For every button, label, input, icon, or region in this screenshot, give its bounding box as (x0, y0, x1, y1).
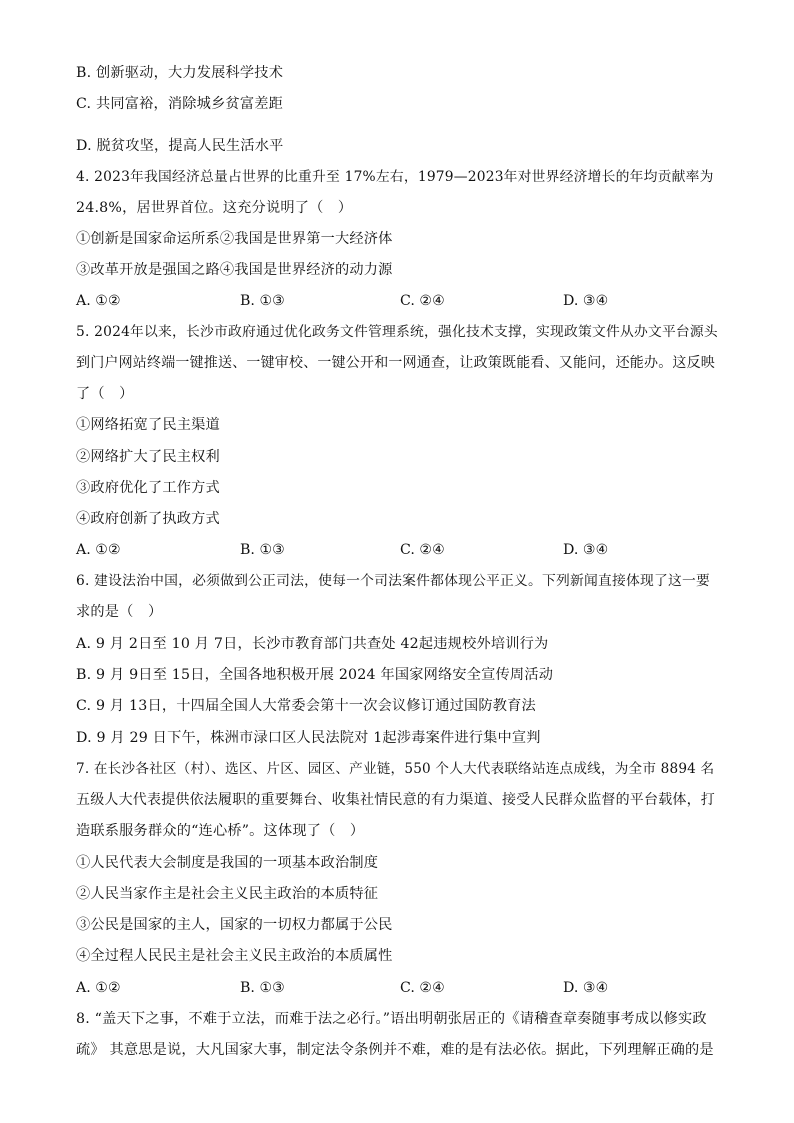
q4-option-c: C. ②④ (400, 293, 445, 309)
q6-stem-line-1: 6. 建设法治中国，必须做到公正司法，使每一个司法案件都体现公平正义。下列新闻直接体现了这一要 (76, 573, 711, 589)
q7-option-d: D. ③④ (563, 980, 609, 996)
q5-statement-1: ①网络拓宽了民主渠道 (76, 417, 220, 433)
q6-option-d: D. 9 月 29 日下午，株洲市渌口区人民法院对 1起涉毒案件进行集中宣判 (76, 730, 541, 746)
q5-options (76, 540, 718, 560)
q7-option-b: B. ①③ (240, 980, 285, 996)
q4-option-d: D. ③④ (563, 293, 609, 309)
q5-statement-4: ④政府创新了执政方式 (76, 511, 220, 527)
q5-option-d: D. ③④ (563, 542, 609, 558)
q4-statement-1-2: ①创新是国家命运所系②我国是世界第一大经济体 (76, 231, 393, 247)
q5-option-c: C. ②④ (400, 542, 445, 558)
q5-statement-3: ③政府优化了工作方式 (76, 480, 220, 496)
q5-stem-line-2: 到门户网站终端一键推送、一键审校、一键公开和一网通查，让政策既能看、又能问，还能办。这反映 (76, 355, 715, 371)
q7-statement-1: ①人民代表大会制度是我国的一项基本政治制度 (76, 855, 379, 871)
q8-stem-line-1: 8. “盖天下之事，不难于立法，而难于法之必行。”语出明朝张居正的《请稽查章奏随事考成以修实政 (76, 1011, 707, 1027)
q7-stem-line-1: 7. 在长沙各社区（村）、选区、片区、园区、产业链，550 个人大代表联络站连点成线，为全市 8894 名 (76, 761, 715, 777)
prev-option-c: C. 共同富裕，消除城乡贫富差距 (76, 96, 284, 112)
q4-option-b: B. ①③ (240, 293, 285, 309)
q7-option-c: C. ②④ (400, 980, 445, 996)
q4-stem-line-1: 4. 2023年我国经济总量占世界的比重升至 17%左右，1979—2023年对世界经济增长的年均贡献率为 (76, 169, 714, 185)
q6-option-a: A. 9 月 2日至 10 月 7日，长沙市教育部门共查处 42起违规校外培训行为 (76, 636, 549, 652)
q4-options (76, 291, 718, 311)
q6-option-b: B. 9 月 9日至 15日，全国各地积极开展 2024 年国家网络安全宣传周活动 (76, 667, 554, 683)
q4-option-a: A. ①② (76, 293, 121, 309)
q7-options (76, 978, 718, 998)
q8-stem-line-2: 疏》 其意思是说，大凡国家大事，制定法令条例并不难，难的是有法必依。据此，下列理解正确的是 (76, 1042, 714, 1058)
q6-stem-line-2: 求的是（ ） (76, 604, 163, 620)
q6-option-c: C. 9 月 13日，十四届全国人大常委会第十一次会议修订通过国防教育法 (76, 698, 536, 714)
q5-statement-2: ②网络扩大了民主权利 (76, 449, 220, 465)
prev-option-d: D. 脱贫攻坚，提高人民生活水平 (76, 138, 284, 154)
q7-stem-line-3: 造联系服务群众的“连心桥”。这体现了（ ） (76, 823, 365, 839)
q4-stem-line-2: 24.8%，居世界首位。这充分说明了（ ） (76, 200, 353, 216)
q5-stem-line-3: 了（ ） (76, 386, 134, 402)
q7-statement-3: ③公民是国家的主人，国家的一切权力都属于公民 (76, 917, 393, 933)
q4-statement-3-4: ③改革开放是强国之路④我国是世界经济的动力源 (76, 262, 393, 278)
q7-option-a: A. ①② (76, 980, 121, 996)
q7-statement-4: ④全过程人民民主是社会主义民主政治的本质属性 (76, 948, 393, 964)
q5-option-a: A. ①② (76, 542, 121, 558)
q7-statement-2: ②人民当家作主是社会主义民主政治的本质特征 (76, 886, 379, 902)
q7-stem-line-2: 五级人大代表提供依法履职的重要舞台、收集社情民意的有力渠道、接受人民群众监督的平台载体，打 (76, 792, 715, 808)
q5-stem-line-1: 5. 2024年以来，长沙市政府通过优化政务文件管理系统，强化技术支撑，实现政策文件从办文平台源头 (76, 324, 718, 340)
prev-option-b: B. 创新驱动，大力发展科学技术 (76, 65, 284, 81)
q5-option-b: B. ①③ (240, 542, 285, 558)
